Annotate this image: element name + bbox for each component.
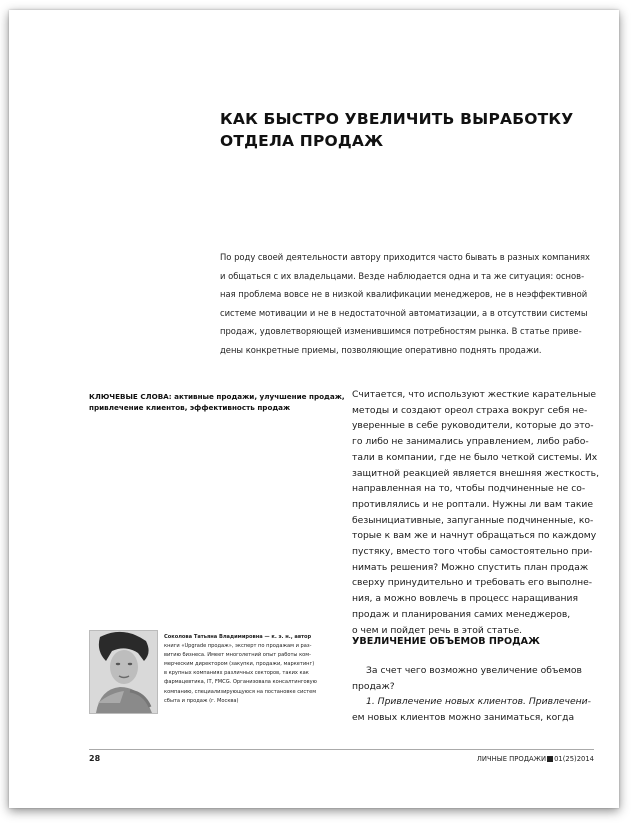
lead-line: продаж, удовлетворяющей изменившимся потребностям рынка. В статье приве- (220, 326, 582, 336)
section-heading: УВЕЛИЧЕНИЕ ОБЪЕМОВ ПРОДАЖ (352, 636, 540, 647)
body-line: тали в компании, где не было четкой системы. Их (352, 451, 598, 463)
body-line: о чем и пойдет речь в этой статье. (352, 624, 523, 636)
section-line: За счет чего возможно увеличение объемов (366, 665, 582, 676)
author-bio-line: мерческим директором (закупки, продажи, маркетинг) (164, 661, 315, 668)
article-body (352, 387, 602, 638)
body-line: торые к вам же и начнут обращаться по каждому (352, 530, 597, 542)
author-photo (89, 630, 158, 714)
body-line: пустяку, вместо того чтобы самостоятельно при- (352, 546, 593, 558)
body-line: продаж и планирования самих менеджеров, (352, 608, 571, 620)
square-separator-icon (547, 756, 553, 762)
keywords-line: КЛЮЧЕВЫЕ СЛОВА: активные продажи, улучшение продаж, (89, 392, 345, 401)
body-line: го либо не занимались управлением, либо рабо- (352, 436, 589, 448)
lead-line: По роду своей деятельности автору приходится часто бывать в разных компаниях (220, 252, 590, 262)
section-body (352, 663, 602, 726)
article-title-line: ОТДЕЛА ПРОДАЖ (220, 132, 384, 150)
lead-line: ная проблема вовсе не в низкой квалификации менеджеров, не в неэффективной (220, 289, 588, 299)
body-line: методы и создают ореол страха вокруг себя не- (352, 404, 588, 416)
body-line: сверху принудительно и требовать его выполне- (352, 577, 593, 589)
body-line: нимать решения? Можно спустить план продаж (352, 561, 589, 573)
author-bio-line: фармацевтика, IT, FMCG. Организовала консалтинговую (164, 679, 317, 686)
magazine-page (9, 10, 619, 808)
author-bio-line: компанию, специализирующуюся на постановке систем (164, 688, 317, 695)
author-bio-line: в крупных компаниях различных секторов, таких как (164, 670, 309, 677)
body-line: безынициативные, запуганные подчиненные, ко- (352, 514, 594, 526)
author-bio (164, 633, 334, 706)
body-line: Считается, что используют жесткие карательные (352, 389, 597, 400)
section-line: ем новых клиентов можно заниматься, когда (352, 712, 575, 724)
footer-divider (89, 749, 594, 750)
lead-line: системе мотивации и не в недостаточной автоматизации, а в отсутствии системы (220, 307, 588, 318)
journal-footer (452, 755, 594, 763)
body-line: направленная на то, чтобы подчиненные не со- (352, 483, 586, 495)
section-line: 1. Привлечение новых клиентов. Привлечени- (366, 696, 591, 708)
body-line: ния, а можно вовлечь в процесс наращивания (352, 593, 579, 605)
body-line: противлялись и не роптали. Нужны ли вам такие (352, 498, 594, 510)
article-lead (220, 248, 600, 359)
lead-line: дены конкретные приемы, позволяющие оперативно поднять продажи. (220, 344, 542, 355)
body-line: защитной реакцией является внешняя жесткость, (352, 467, 599, 479)
author-bio-line: сбыта и продаж (г. Москва) (164, 697, 239, 704)
author-bio-line: Соколова Татьяна Владимировна — к. э. н., автор (164, 634, 312, 640)
keywords-block (89, 391, 345, 413)
author-portrait-image (90, 631, 157, 713)
lead-line: и общаться с их владельцами. Везде наблюдается одна и та же ситуация: основ- (220, 270, 585, 281)
page-number: 28 (89, 754, 101, 763)
section-line: продаж? (352, 680, 395, 692)
author-bio-line: витию бизнеса. Имеет многолетний опыт работы ком- (164, 652, 311, 659)
body-line: уверенные в себе руководители, которые до это- (352, 420, 594, 432)
article-title (220, 108, 600, 152)
article-title-line: КАК БЫСТРО УВЕЛИЧИТЬ ВЫРАБОТКУ (220, 110, 574, 128)
journal-name: ЛИЧНЫЕ ПРОДАЖИ (476, 755, 547, 763)
keywords-line: привлечение клиентов, эффективность продаж (89, 403, 291, 412)
author-bio-line: книги «Upgrade продаж», эксперт по продажам и раз- (164, 643, 312, 650)
issue-number: 01(25)2014 (554, 755, 594, 763)
